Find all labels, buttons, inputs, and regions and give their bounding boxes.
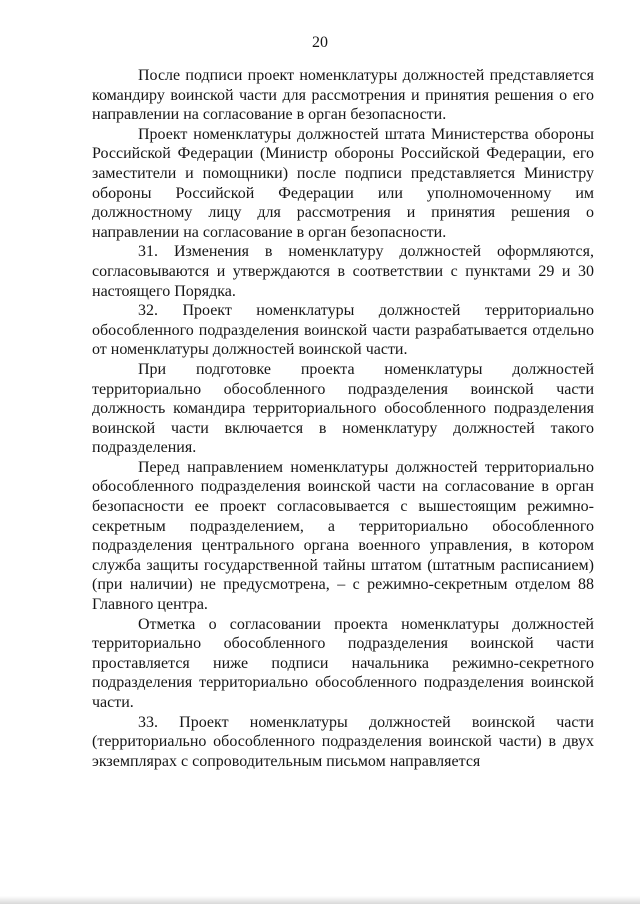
- paragraph-coordination-before-sending: Перед направлением номенклатуры должностей территориально обособленного подразделения воинской части на согласование в орган безопасности ее проект согласовывается с вышестоящим режимно-секретным подразделением, а территориально обособленного подразделения центрального органа военного управления, в котором служба защиты государственной тайны штатом (штатным расписанием) (при наличии) не предусмотрена, – с режимно-секретным отделом 88 Главного центра.: [92, 458, 594, 614]
- paragraph-ministry-staff-project: Проект номенклатуры должностей штата Министерства обороны Российской Федерации (Министр обороны Российской Федерации, его заместители и помощники) после подписи представляется Министру обороны Российской Федерации или уполномоченному им должностному лицу для рассмотрения и принятия решения о направлении на согласование в орган безопасности.: [92, 125, 594, 241]
- paragraph-approval-mark: Отметка о согласовании проекта номенклатуры должностей территориально обособленного подразделения воинской части проставляется ниже подписи начальника режимно-секретного подразделения территориально обособленного подразделения воинской части.: [92, 615, 594, 711]
- paragraph-approval-after-signature: После подписи проект номенклатуры должностей представляется командиру воинской части для рассмотрения и принятия решения о его направлении на согласование в орган безопасности.: [92, 67, 594, 124]
- page-number: 20: [312, 34, 328, 51]
- paragraph-item-31: 31. Изменения в номенклатуру должностей оформляются, согласовываются и утверждаются в соответствии с пунктами 29 и 30 настоящего Порядка.: [92, 243, 594, 300]
- paragraph-item-32: 32. Проект номенклатуры должностей территориально обособленного подразделения воинской части разрабатывается отдельно от номенклатуры должностей воинской части.: [92, 302, 594, 359]
- paragraph-commander-position: При подготовке проекта номенклатуры должностей территориально обособленного подразделения воинской части должность командира территориального обособленного подразделения воинской части включается в номенклатуру должностей такого подразделения.: [92, 360, 594, 457]
- paragraph-item-33: 33. Проект номенклатуры должностей воинской части (территориально обособленного подразделения воинской части) в двух экземплярах с сопроводительным письмом направляется: [92, 713, 594, 770]
- document-body: [92, 66, 594, 771]
- scan-bottom-edge: [0, 896, 640, 904]
